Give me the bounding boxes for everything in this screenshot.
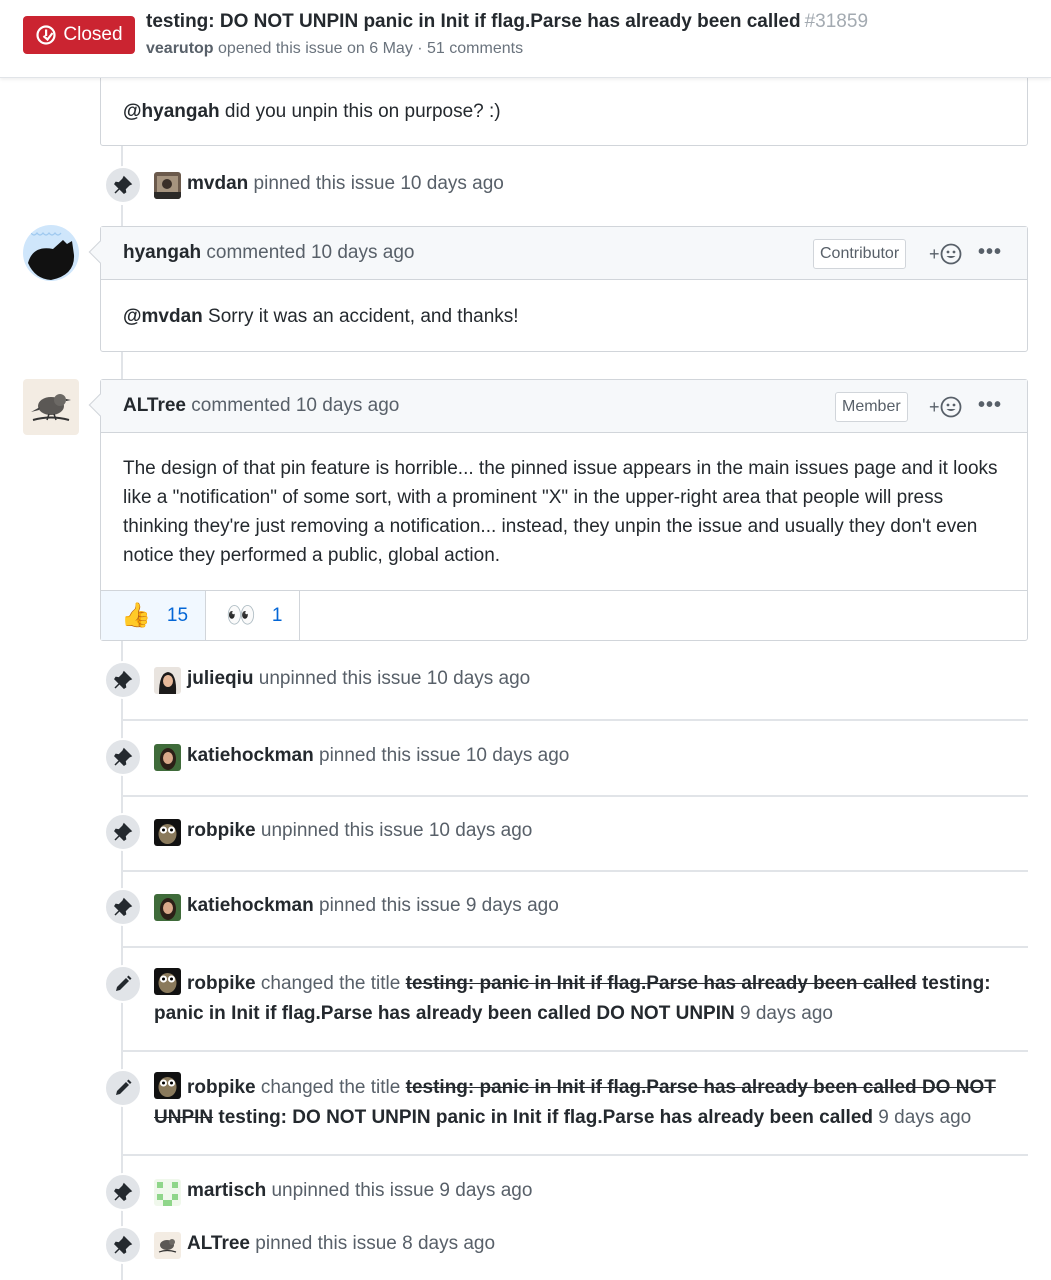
comment-body: The design of that pin feature is horrible... the pinned issue appears in the main issues page and it looks like a "notification" of some sort, with a prominent "X" in the upper-right area that people will press thinking they're just removing a notification... instead, they unpin the issue and usually they don't even notice they performed a public, global action. (123, 458, 998, 566)
state-label: Closed (63, 24, 123, 45)
avatar[interactable] (154, 172, 181, 199)
old-title: testing: panic in Init if flag.Parse has already been called DO NOT UNPIN (154, 1077, 996, 1128)
more-options-button[interactable]: ••• (977, 240, 1002, 263)
user-link[interactable]: robpike (187, 1077, 256, 1098)
issue-number: #31859 (804, 11, 869, 32)
avatar[interactable] (154, 667, 181, 694)
comment-hyangah: hyangah commented 10 days ago Contributor + ••• @mvdan Sorry it was an accident, and thanks! (100, 226, 1028, 352)
issue-title: testing: DO NOT UNPIN panic in Init if flag.Parse has already been called #31859 (146, 11, 869, 32)
pin-icon (104, 661, 142, 699)
pin-icon (104, 166, 142, 204)
avatar[interactable] (154, 968, 181, 995)
pin-icon (104, 813, 142, 851)
user-link[interactable]: martisch (187, 1180, 267, 1201)
pin-icon (104, 1173, 142, 1211)
avatar[interactable] (154, 1179, 181, 1206)
avatar[interactable] (154, 1232, 181, 1259)
smiley-icon (940, 243, 962, 265)
reaction-count: 15 (166, 604, 189, 626)
comment-partial: @hyangah did you unpin this on purpose? :) (100, 60, 1028, 146)
issue-meta: vearutop opened this issue on 6 May · 51 comments (146, 40, 524, 57)
old-title: testing: panic in Init if flag.Parse has already been called (405, 973, 917, 994)
avatar[interactable] (154, 744, 181, 771)
avatar[interactable] (23, 225, 79, 281)
event-timestamp[interactable]: 9 days ago (734, 1003, 833, 1024)
pin-icon (104, 738, 142, 776)
timeline-event-unpinned: martisch unpinned this issue 9 days ago (104, 1173, 1028, 1213)
reaction-thumbsup[interactable] (101, 591, 206, 640)
pencil-icon (104, 965, 142, 1003)
state-badge-closed (23, 16, 135, 54)
user-link[interactable]: julieqiu (187, 668, 254, 689)
avatar[interactable] (154, 1072, 181, 1099)
timeline-event-pinned: ALTree pinned this issue 8 days ago (104, 1226, 1028, 1266)
more-options-button[interactable]: ••• (977, 393, 1002, 416)
timeline-event-unpinned: robpike unpinned this issue 10 days ago (104, 813, 1028, 853)
smiley-icon (940, 396, 962, 418)
issue-author-link[interactable]: vearutop (146, 40, 214, 57)
comment-author-link[interactable]: ALTree (123, 395, 187, 416)
timeline-event-renamed: robpike changed the title testing: panic in Init if flag.Parse has already been called testing: panic in Init if flag.Parse has already been called DO NOT UNPIN 9 days ago (104, 965, 1028, 1035)
avatar[interactable] (23, 379, 79, 435)
comment-altree (100, 379, 1028, 641)
role-badge-contributor: Contributor (813, 239, 906, 269)
comment-timestamp[interactable]: commented 10 days ago (186, 395, 400, 416)
role-badge-member: Member (835, 392, 908, 422)
add-reaction-button[interactable]: + (929, 241, 969, 267)
comment-author-link[interactable]: hyangah (123, 242, 202, 263)
avatar[interactable] (154, 894, 181, 921)
issue-closed-icon (35, 24, 57, 46)
user-link[interactable]: ALTree (187, 1233, 251, 1254)
eyes-icon: 👀 (226, 602, 256, 629)
timeline-event-pinned: mvdan pinned this issue 10 days ago (104, 166, 1028, 206)
user-link[interactable]: katiehockman (187, 895, 314, 916)
pencil-icon (104, 1069, 142, 1107)
avatar[interactable] (154, 819, 181, 846)
user-link[interactable]: mvdan (187, 173, 249, 194)
add-reaction-button[interactable]: + (929, 394, 969, 420)
timeline-event-renamed: robpike changed the title testing: panic in Init if flag.Parse has already been called DO NOT UNPIN testing: DO NOT UNPIN panic in Init if flag.Parse has already been called 9 days ago (104, 1069, 1028, 1139)
timeline-event-unpinned: julieqiu unpinned this issue 10 days ago (104, 661, 1028, 701)
event-timestamp[interactable]: 9 days ago (873, 1107, 972, 1128)
reactions-bar (101, 590, 1027, 640)
issue-header (0, 0, 1051, 78)
reaction-count: 1 (271, 604, 283, 626)
mention-link[interactable]: @hyangah (123, 101, 220, 122)
user-link[interactable]: katiehockman (187, 745, 314, 766)
timeline-event-pinned: katiehockman pinned this issue 9 days ago (104, 888, 1028, 928)
user-link[interactable]: robpike (187, 973, 256, 994)
new-title: testing: panic in Init if flag.Parse has already been called DO NOT UNPIN (154, 973, 991, 1024)
user-link[interactable]: robpike (187, 820, 256, 841)
timeline-event-pinned: katiehockman pinned this issue 10 days ago (104, 738, 1028, 778)
mention-link[interactable]: @mvdan (123, 306, 203, 327)
new-title: testing: DO NOT UNPIN panic in Init if flag.Parse has already been called (213, 1107, 874, 1128)
pin-icon (104, 888, 142, 926)
thumbsup-icon: 👍 (121, 602, 151, 629)
comment-timestamp[interactable]: commented 10 days ago (201, 242, 415, 263)
reaction-eyes[interactable] (206, 591, 300, 640)
pin-icon (104, 1226, 142, 1264)
